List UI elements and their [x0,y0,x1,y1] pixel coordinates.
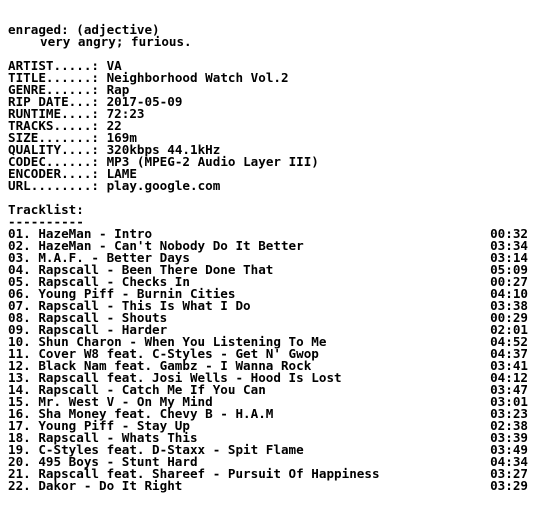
track-duration: 03:27 [490,466,528,481]
info-label: URL........: [8,178,99,193]
release-info [8,60,319,192]
track-duration: 02:38 [490,418,528,433]
track-row [8,480,528,492]
track-title: 11. Cover W8 feat. C-Styles - Get N' Gwop [8,346,319,361]
tracklist [8,204,528,492]
track-duration: 02:01 [490,322,528,337]
track-duration: 03:49 [490,442,528,457]
track-duration: 03:14 [490,250,528,265]
info-value: Rap [106,82,130,97]
track-duration: 04:37 [490,346,528,361]
track-duration: 03:39 [490,430,528,445]
info-value: VA [106,58,122,73]
definition-term: enraged: (adjective) [8,22,160,37]
track-title: 07. Rapscall - This Is What I Do [8,298,251,313]
track-title: 20. 495 Boys - Stunt Hard [8,454,198,469]
track-title: 19. C-Styles feat. D-Staxx - Spit Flame [8,442,304,457]
info-value: 2017-05-09 [106,94,183,109]
track-title: 18. Rapscall - Whats This [8,430,198,445]
info-row [8,180,319,192]
track-duration: 00:27 [490,274,528,289]
info-value: LAME [106,166,137,181]
track-duration: 03:34 [490,238,528,253]
info-label: TITLE......: [8,70,99,85]
info-label: SIZE.......: [8,130,99,145]
track-duration: 03:38 [490,298,528,313]
info-value: 72:23 [106,106,145,121]
track-duration: 03:29 [490,478,528,493]
track-duration: 04:34 [490,454,528,469]
track-title: 15. Mr. West V - On My Mind [8,394,213,409]
track-duration: 00:29 [490,310,528,325]
track-duration: 03:23 [490,406,528,421]
info-value: 169m [106,130,137,145]
definition-block [8,24,192,48]
track-duration: 03:41 [490,358,528,373]
info-value: 22 [106,118,122,133]
track-duration: 00:32 [490,226,528,241]
info-value: play.google.com [106,178,221,193]
info-label: CODEC......: [8,154,99,169]
definition-meaning: very angry; furious. [40,34,192,49]
track-title: 01. HazeMan - Intro [8,226,153,241]
tracklist-heading: Tracklist: [8,202,84,217]
track-title: 08. Rapscall - Shouts [8,310,168,325]
info-value: Neighborhood Watch Vol.2 [106,70,289,85]
track-title: 09. Rapscall - Harder [8,322,168,337]
track-duration: 04:10 [490,286,528,301]
track-title: 21. Rapscall feat. Shareef - Pursuit Of Happiness [8,466,380,481]
track-duration: 04:52 [490,334,528,349]
track-duration: 03:47 [490,382,528,397]
track-title: 16. Sha Money feat. Chevy B - H.A.M [8,406,274,421]
track-duration: 04:12 [490,370,528,385]
info-label: ENCODER....: [8,166,99,181]
track-title: 13. Rapscall feat. Josi Wells - Hood Is Lost [8,370,342,385]
track-title: 05. Rapscall - Checks In [8,274,190,289]
track-title: 04. Rapscall - Been There Done That [8,262,274,277]
info-label: QUALITY....: [8,142,99,157]
info-label: RUNTIME....: [8,106,99,121]
info-label: ARTIST.....: [8,58,99,73]
info-value: MP3 (MPEG-2 Audio Layer III) [106,154,319,169]
track-title: 14. Rapscall - Catch Me If You Can [8,382,266,397]
info-value: 320kbps 44.1kHz [106,142,221,157]
track-title: 10. Shun Charon - When You Listening To Me [8,334,327,349]
tracklist-rule: ---------- [8,214,84,229]
info-label: GENRE......: [8,82,99,97]
track-title: 12. Black Nam feat. Gambz - I Wanna Rock [8,358,312,373]
track-title: 02. HazeMan - Can't Nobody Do It Better [8,238,304,253]
track-title: 17. Young Piff - Stay Up [8,418,190,433]
info-label: RIP DATE...: [8,94,99,109]
track-title: 03. M.A.F. - Better Days [8,250,190,265]
track-title: 06. Young Piff - Burnin Cities [8,286,236,301]
track-title: 22. Dakor - Do It Right [8,478,183,493]
track-duration: 05:09 [490,262,528,277]
track-duration: 03:01 [490,394,528,409]
info-label: TRACKS.....: [8,118,99,133]
